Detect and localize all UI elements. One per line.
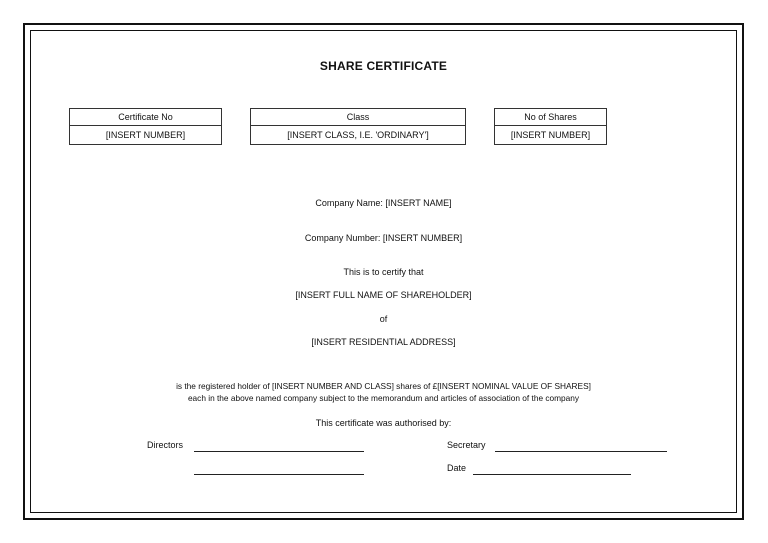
date-label: Date	[447, 463, 467, 473]
directors-label: Directors	[147, 440, 184, 450]
shareholder-name: [INSERT FULL NAME OF SHAREHOLDER]	[295, 290, 472, 300]
certificate-no-box	[69, 108, 222, 145]
certificate-no-label: Certificate No	[70, 109, 221, 126]
class-label: Class	[251, 109, 465, 126]
secretary-label: Secretary	[447, 440, 486, 450]
residential-address: [INSERT RESIDENTIAL ADDRESS]	[311, 337, 456, 347]
certificate-no-value: [INSERT NUMBER]	[105, 130, 186, 140]
director-signature-line-2	[194, 474, 364, 475]
holder-statement-line-2: each in the above named company subject to the memorandum and articles of association of the company	[187, 393, 580, 403]
secretary-signature-line	[495, 451, 667, 452]
no-of-shares-value: [INSERT NUMBER]	[510, 130, 591, 140]
no-of-shares-box	[494, 108, 607, 145]
certificate-inner-border	[30, 30, 737, 513]
of-text: of	[379, 314, 388, 324]
date-line	[473, 474, 631, 475]
company-name: Company Name: [INSERT NAME]	[315, 198, 452, 208]
class-box	[250, 108, 466, 145]
class-value: [INSERT CLASS, I.E. 'ORDINARY']	[287, 130, 429, 140]
company-number: Company Number: [INSERT NUMBER]	[304, 233, 463, 243]
certify-text: This is to certify that	[343, 267, 424, 277]
certificate-outer-border	[23, 23, 744, 520]
director-signature-line-1	[194, 451, 364, 452]
certificate-title: SHARE CERTIFICATE	[319, 59, 448, 73]
no-of-shares-label: No of Shares	[495, 109, 606, 126]
holder-statement-line-1: is the registered holder of [INSERT NUMBER AND CLASS] shares of £[INSERT NOMINAL VALUE OF SHARES]	[176, 381, 591, 391]
authorised-text: This certificate was authorised by:	[315, 418, 452, 428]
